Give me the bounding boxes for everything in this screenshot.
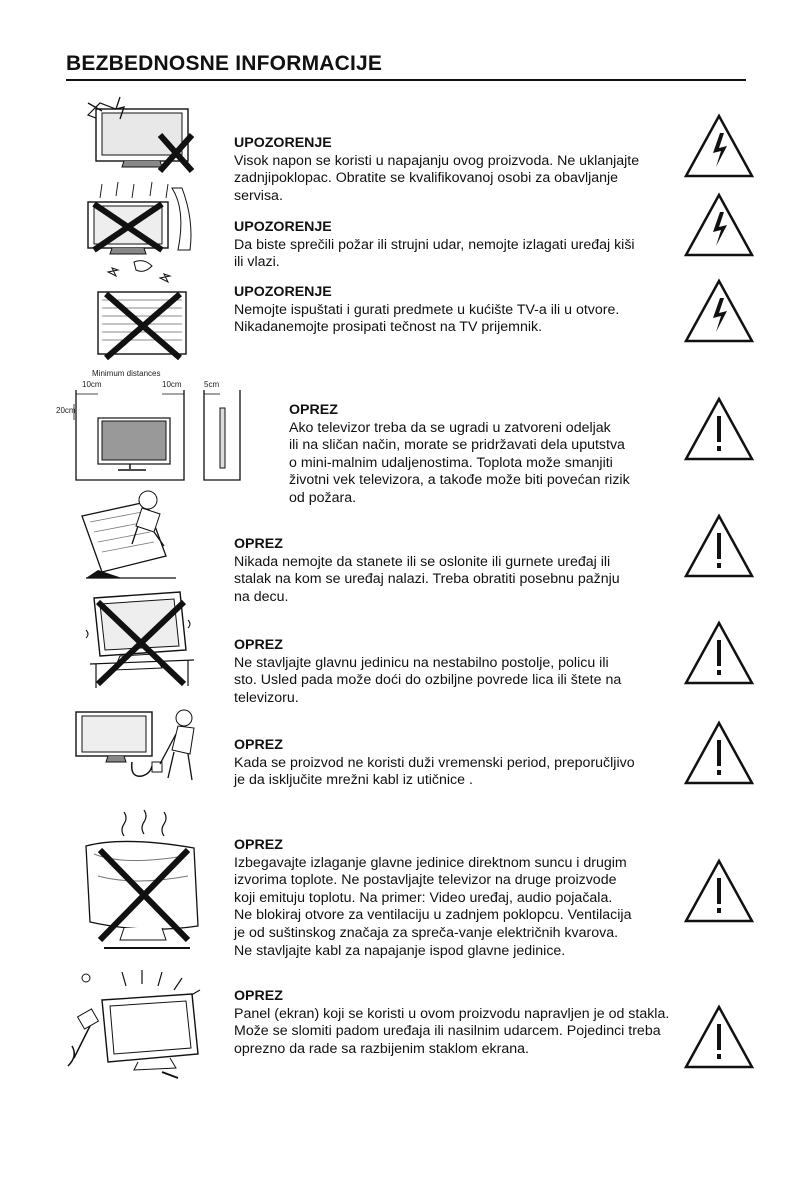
safety-section — [234, 135, 639, 205]
safety-section — [234, 837, 631, 960]
caution-icon — [683, 396, 755, 462]
section-text: Panel (ekran) koji se koristi u ovom proizvodu napravljen je od stakla. Može se slomiti padom uređaja ili nasilnim udarcem. Pojedinci treba oprezno da rade sa razbijenim staklom ekrana. — [234, 1005, 670, 1057]
distance-left-label: 10cm — [82, 380, 102, 389]
section-text: Nikada nemojte da stanete ili se oslonite ili gurnete uređaj ili stalak na kom se uređaj nalazi. Treba obratiti posebnu pažnju na decu. — [234, 553, 620, 605]
safety-section — [234, 637, 621, 707]
safety-section — [234, 988, 669, 1058]
section-text: Nemojte ispuštati i gurati predmete u kućište TV-a ili u otvore. Nikadanemojte prosipati tečnost na TV prijemnik. — [234, 301, 620, 336]
section-heading: OPREZ — [234, 536, 283, 552]
page-title: BEZBEDNOSNE INFORMACIJE — [66, 52, 383, 75]
back-cover-illustration — [80, 95, 200, 175]
safety-section — [234, 737, 635, 790]
caution-icon — [683, 513, 755, 579]
section-text: Kada se proizvod ne koristi duži vremenski period, preporučljivo je da isključite mrežni kabl iz utičnice . — [234, 754, 635, 789]
section-heading: OPREZ — [234, 737, 283, 753]
glass-panel-impact-illustration — [66, 970, 216, 1080]
minimum-distances-diagram — [52, 368, 247, 486]
safety-section — [289, 402, 630, 508]
section-text: Ne stavljajte glavnu jedinicu na nestabilno postolje, policu ili sto. Usled pada može doći do ozbiljne povrede lica ili štete na televizoru. — [234, 654, 622, 706]
distance-diagram-title: Minimum distances — [92, 369, 161, 378]
safety-section — [234, 284, 619, 337]
unplug-cable-illustration — [72, 704, 212, 790]
child-leaning-illustration — [76, 486, 186, 582]
section-heading: OPREZ — [234, 837, 283, 853]
caution-icon — [683, 620, 755, 686]
section-heading: UPOZORENJE — [234, 219, 332, 235]
title-divider — [66, 79, 746, 81]
section-text: Da biste sprečili požar ili strujni udar, nemojte izlagati uređaj kiši ili vlazi. — [234, 236, 635, 271]
distance-top-label: 20cm — [56, 406, 76, 415]
section-heading: OPREZ — [289, 402, 338, 418]
section-heading: UPOZORENJE — [234, 284, 332, 300]
distance-side-label: 5cm — [204, 380, 220, 389]
section-heading: UPOZORENJE — [234, 135, 332, 151]
safety-section — [234, 536, 620, 606]
caution-icon — [683, 1004, 755, 1070]
high-voltage-icon — [683, 278, 755, 344]
distance-right-label: 10cm — [162, 380, 182, 389]
section-text: Visok napon se koristi u napajanju ovog proizvoda. Ne uklanjajte zadnjipoklopac. Obratite se kvalifikovanoj osobi za obavljanje servisa. — [234, 152, 640, 204]
unstable-stand-illustration — [84, 590, 196, 690]
caution-icon — [683, 858, 755, 924]
objects-liquid-illustration — [92, 258, 192, 362]
section-heading: OPREZ — [234, 637, 283, 653]
high-voltage-icon — [683, 192, 755, 258]
caution-icon — [683, 720, 755, 786]
section-heading: OPREZ — [234, 988, 283, 1004]
high-voltage-icon — [683, 113, 755, 179]
section-text: Izbegavajte izlaganje glavne jedinice direktnom suncu i drugim izvorima toplote. Ne postavljajte televizor na druge proizvode koji emituju toplotu. Na primer: Video uređaj, audio pojačala. Ne blokiraj otvore za ventilaciju u zadnjem poklopcu. Ventilacija je od suštinskog značaja za spreča-vanje električnih kvarova. Ne stavljajte kabl za napajanje ispod glavne jedinice. — [234, 854, 632, 959]
section-text: Ako televizor treba da se ugradi u zatvoreni odeljak ili na sličan način, morate se pridržavati dela uputstva o mini-malnim udaljenostima. Toplota može smanjiti životni vek televizora, a takođe može biti povećan rizik od požara. — [289, 419, 630, 506]
heat-source-illustration — [84, 806, 210, 952]
rain-moisture-illustration — [82, 180, 197, 260]
safety-section — [234, 219, 635, 272]
